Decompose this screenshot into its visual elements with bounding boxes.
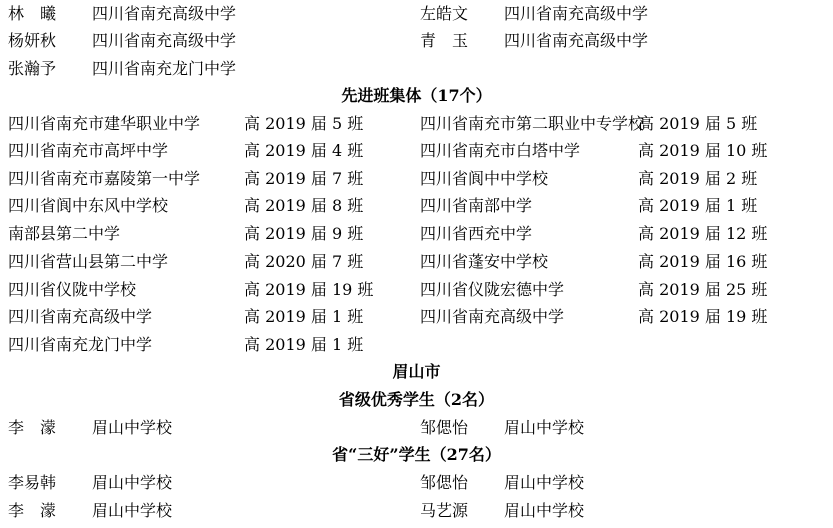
list-item	[0, 1, 833, 27]
school-name: 南部县第二中学	[8, 224, 121, 243]
school-name: 四川省南充高级中学	[420, 307, 565, 326]
class-name: 高 2019 届 12 班	[638, 224, 768, 243]
class-name: 高 2019 届 1 班	[244, 335, 364, 354]
person-name: 邹偲怡	[420, 418, 469, 437]
school-name: 四川省南充高级中学	[92, 4, 237, 23]
table-row	[0, 166, 833, 192]
section-heading: 先进班集体（17个）	[341, 86, 492, 105]
school-name: 四川省南充高级中学	[8, 307, 153, 326]
school-name: 四川省西充中学	[420, 224, 533, 243]
class-name: 高 2019 届 19 班	[638, 307, 768, 326]
school-name: 眉山中学校	[92, 501, 173, 520]
school-name: 眉山中学校	[92, 473, 173, 492]
school-name: 四川省南充高级中学	[92, 31, 237, 50]
table-row	[0, 277, 833, 303]
class-name: 高 2020 届 7 班	[244, 252, 364, 271]
class-name: 高 2019 届 5 班	[244, 114, 364, 133]
table-row	[0, 332, 833, 358]
section-heading: 省级优秀学生（2名）	[338, 390, 495, 409]
school-name: 四川省仪陇宏德中学	[420, 280, 565, 299]
school-name: 四川省阆中中学校	[420, 169, 549, 188]
table-row	[0, 249, 833, 275]
class-name: 高 2019 届 25 班	[638, 280, 768, 299]
school-name: 眉山中学校	[92, 418, 173, 437]
school-name: 四川省南充高级中学	[504, 4, 649, 23]
person-name: 杨妍秋	[8, 31, 57, 50]
class-name: 高 2019 届 7 班	[244, 169, 364, 188]
school-name: 眉山中学校	[504, 418, 585, 437]
school-name: 四川省南充市嘉陵第一中学	[8, 169, 201, 188]
class-name: 高 2019 届 5 班	[638, 114, 758, 133]
list-item	[0, 28, 833, 54]
class-name: 高 2019 届 16 班	[638, 252, 768, 271]
table-row	[0, 138, 833, 164]
school-name: 四川省仪陇中学校	[8, 280, 137, 299]
section-heading: 省“三好”学生（27名）	[332, 445, 501, 464]
table-row	[0, 111, 833, 137]
school-name: 眉山中学校	[504, 473, 585, 492]
person-name: 左皓文	[420, 4, 469, 23]
school-name: 四川省南充龙门中学	[8, 335, 153, 354]
school-name: 四川省南充市高坪中学	[8, 141, 169, 160]
class-name: 高 2019 届 19 班	[244, 280, 374, 299]
list-item	[0, 56, 833, 82]
school-name: 四川省营山县第二中学	[8, 252, 169, 271]
person-name: 青 玉	[420, 31, 469, 50]
list-item	[0, 470, 833, 496]
school-name: 四川省阆中东风中学校	[8, 196, 169, 215]
school-name: 四川省南充市白塔中学	[420, 141, 581, 160]
table-row	[0, 304, 833, 330]
class-name: 高 2019 届 2 班	[638, 169, 758, 188]
table-row	[0, 193, 833, 219]
school-name: 四川省南部中学	[420, 196, 533, 215]
school-name: 四川省南充市第二职业中专学校	[420, 114, 645, 133]
list-item	[0, 415, 833, 441]
person-name: 李 濛	[8, 418, 57, 437]
table-row	[0, 221, 833, 247]
person-name: 张瀚予	[8, 59, 57, 78]
school-name: 四川省南充高级中学	[504, 31, 649, 50]
person-name: 李易韩	[8, 473, 57, 492]
school-name: 四川省南充龙门中学	[92, 59, 237, 78]
class-name: 高 2019 届 8 班	[244, 196, 364, 215]
person-name: 李 濛	[8, 501, 57, 520]
list-item	[0, 498, 833, 524]
school-name: 四川省南充市建华职业中学	[8, 114, 201, 133]
city-heading: 眉山市	[392, 362, 441, 381]
person-name: 邹偲怡	[420, 473, 469, 492]
class-name: 高 2019 届 1 班	[638, 196, 758, 215]
school-name: 四川省蓬安中学校	[420, 252, 549, 271]
person-name: 马艺源	[420, 501, 469, 520]
class-name: 高 2019 届 4 班	[244, 141, 364, 160]
class-name: 高 2019 届 9 班	[244, 224, 364, 243]
school-name: 眉山中学校	[504, 501, 585, 520]
class-name: 高 2019 届 1 班	[244, 307, 364, 326]
class-name: 高 2019 届 10 班	[638, 141, 768, 160]
person-name: 林 曦	[8, 4, 57, 23]
